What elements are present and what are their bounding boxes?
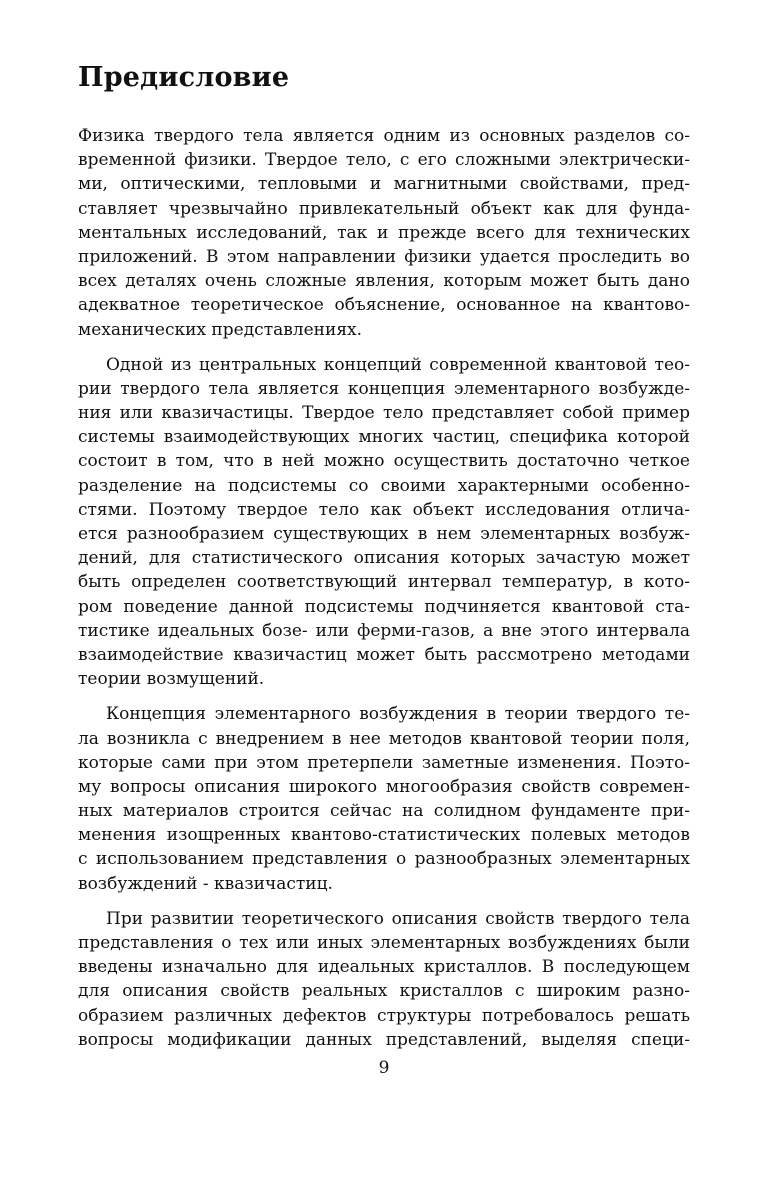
page-number: 9 (378, 1058, 390, 1078)
paragraph-4 (78, 907, 690, 1052)
text-line: ния или квазичастицы. Твердое тело представляет собой пример (78, 403, 690, 424)
text-line: Концепция элементарного возбуждения в теории твердого те- (106, 704, 690, 725)
text-line: с использованием представления о разнообразных элементарных (78, 849, 690, 870)
text-line: Физика твердого тела является одним из основных разделов со- (78, 126, 690, 146)
text-line: ставляет чрезвычайно привлекательный объект как для фунда- (78, 198, 690, 219)
text-line: возбуждений - квазичастиц. (78, 873, 333, 894)
text-line: временной физики. Твердое тело, с его сложными электрически- (78, 150, 690, 171)
text-line: которые сами при этом претерпели заметные изменения. Поэто- (78, 752, 690, 773)
text-line: механических представлениях. (78, 319, 363, 340)
text-line: всех деталях очень сложные явления, которым может быть дано (78, 271, 690, 292)
text-line: вопросы модификации данных представлений, выделяя специ- (78, 1029, 690, 1050)
text-line: менения изощренных квантово-статистических полевых методов (78, 825, 690, 846)
paragraph-1 (78, 124, 690, 342)
text-line: взаимодействие квазичастиц может быть рассмотрено методами (78, 644, 690, 665)
text-line: состоит в том, что в ней можно осуществить достаточно четкое (78, 451, 690, 472)
text-line: теории возмущений. (78, 669, 265, 690)
text-line: му вопросы описания широкого многообразия свойств современ- (78, 776, 690, 797)
text-line: быть определен соответствующий интервал температур, в кото- (78, 572, 690, 593)
text-line: ных материалов строится сейчас на солидном фундаменте при- (78, 801, 690, 822)
text-line: рии твердого тела является концепция элементарного возбужде- (78, 378, 690, 399)
text-line: для описания свойств реальных кристаллов с широким разно- (78, 981, 690, 1002)
text-line: ла возникла с внедрением в нее методов квантовой теории поля, (78, 728, 690, 749)
text-line: ется разнообразием существующих в нем элементарных возбуж- (78, 524, 690, 544)
text-line: образием различных дефектов структуры потребовалось решать (78, 1005, 690, 1026)
text-line: разделение на подсистемы со своими характерными особенно- (78, 475, 690, 496)
text-line: введены изначально для идеальных кристаллов. В последующем (78, 957, 690, 978)
book-page (78, 0, 690, 1182)
paragraph-3 (78, 702, 690, 896)
text-line: ром поведение данной подсистемы подчиняется квантовой ста- (78, 596, 690, 617)
body-text (78, 124, 690, 1063)
text-line: стями. Поэтому твердое тело как объект исследования отлича- (78, 499, 690, 520)
text-line: При развитии теоретического описания свойств твердого тела (106, 908, 690, 929)
text-line: системы взаимодействующих многих частиц, специфика которой (78, 427, 690, 448)
text-line: представления о тех или иных элементарных возбуждениях были (78, 933, 690, 953)
paragraph-2 (78, 353, 690, 692)
text-line: тистике идеальных бозе- или ферми-газов, а вне этого интервала (78, 620, 690, 641)
page-title: Предисловие (78, 62, 290, 93)
text-line: ми, оптическими, тепловыми и магнитными свойствами, пред- (78, 174, 690, 195)
text-line: Одной из центральных концепций современной квантовой тео- (106, 354, 690, 375)
text-line: адекватное теоретическое объяснение, основанное на квантово- (78, 295, 690, 316)
text-line: дений, для статистического описания которых зачастую может (78, 548, 690, 569)
text-line: приложений. В этом направлении физики удается проследить во (78, 246, 690, 267)
text-line: ментальных исследований, так и прежде всего для технических (78, 222, 690, 243)
